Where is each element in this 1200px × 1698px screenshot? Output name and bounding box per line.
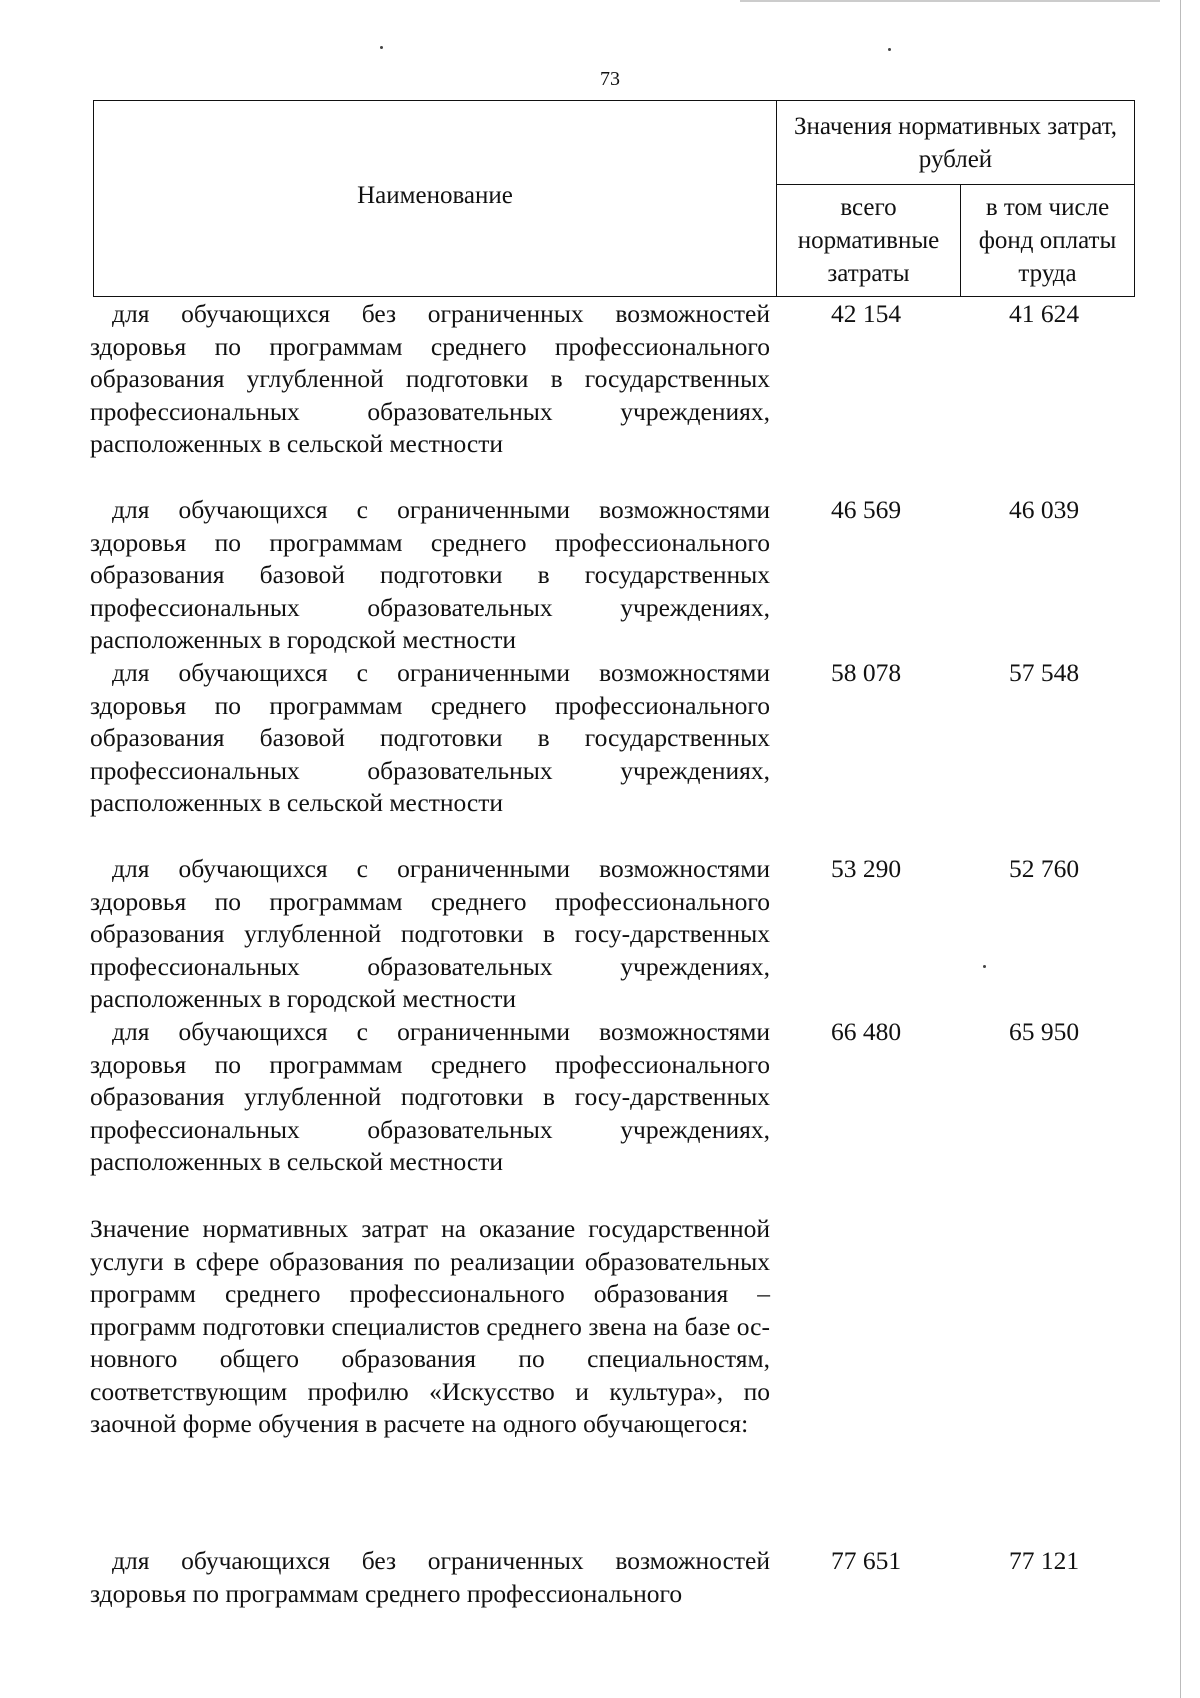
row-wage-fund: 57 548 <box>1008 658 1080 687</box>
scan-speck <box>888 48 891 51</box>
row-description: для обучающихся без ограниченных возможностей здоровья по программам среднего профессионального образования углубленной подготовки в государственных профессиональных образовательных учреждениях, расположенных в сельской местности <box>90 299 770 458</box>
column-header-total: всего нормативные затраты <box>777 185 961 297</box>
row-wage-fund: 52 760 <box>1008 854 1080 883</box>
row-description: для обучающихся с ограниченными возможностями здоровья по программам среднего профессионального образования базовой подготовки в государственных профессиональных образовательных учреждениях, расположенных в сельской местности <box>90 658 770 817</box>
scan-edge-line <box>740 0 1160 2</box>
scan-right-edge <box>1180 0 1181 1698</box>
row-wage-fund: 46 039 <box>1008 495 1080 524</box>
row-wage-fund: 41 624 <box>1008 299 1080 328</box>
scan-speck <box>380 46 383 49</box>
row-total-cost: 46 569 <box>830 495 902 524</box>
row-total-cost: 66 480 <box>830 1017 902 1046</box>
row-description: Значение нормативных затрат на оказание государственной услуги в сфере образования по реализации образовательных программ среднего профессионального образования – программ подготовки специалистов среднего звена на базе ос-новного общего образования по специальностям, соответствующим профилю «Искусство и культура», по заочной форме обучения в расчете на одного обучающегося: <box>90 1214 770 1438</box>
row-total-cost: 58 078 <box>830 658 902 687</box>
row-description: для обучающихся с ограниченными возможностями здоровья по программам среднего профессионального образования базовой подготовки в государственных профессиональных образовательных учреждениях, расположенных в городской местности <box>90 495 770 654</box>
row-description: для обучающихся с ограниченными возможностями здоровья по программам среднего профессионального образования углубленной подготовки в госу-дарственных профессиональных образовательных учреждениях, расположенных в сельской местности <box>90 1017 770 1176</box>
row-total-cost: 77 651 <box>830 1546 902 1575</box>
row-description: для обучающихся с ограниченными возможностями здоровья по программам среднего профессионального образования углубленной подготовки в госу-дарственных профессиональных образовательных учреждениях, расположенных в городской местности <box>90 854 770 1013</box>
table-header <box>93 100 1135 297</box>
row-description: для обучающихся без ограниченных возможностей здоровья по программам среднего профессионального <box>90 1546 770 1608</box>
column-header-name: Наименование <box>94 101 777 297</box>
page-number: 73 <box>600 68 620 90</box>
row-total-cost: 42 154 <box>830 299 902 328</box>
row-wage-fund: 65 950 <box>1008 1017 1080 1046</box>
column-header-wage-fund: в том числе фонд оплаты труда <box>961 185 1135 297</box>
column-group-header-values: Значения нормативных затрат, рублей <box>777 101 1135 185</box>
scan-speck <box>983 965 986 968</box>
row-wage-fund: 77 121 <box>1008 1546 1080 1575</box>
row-total-cost: 53 290 <box>830 854 902 883</box>
